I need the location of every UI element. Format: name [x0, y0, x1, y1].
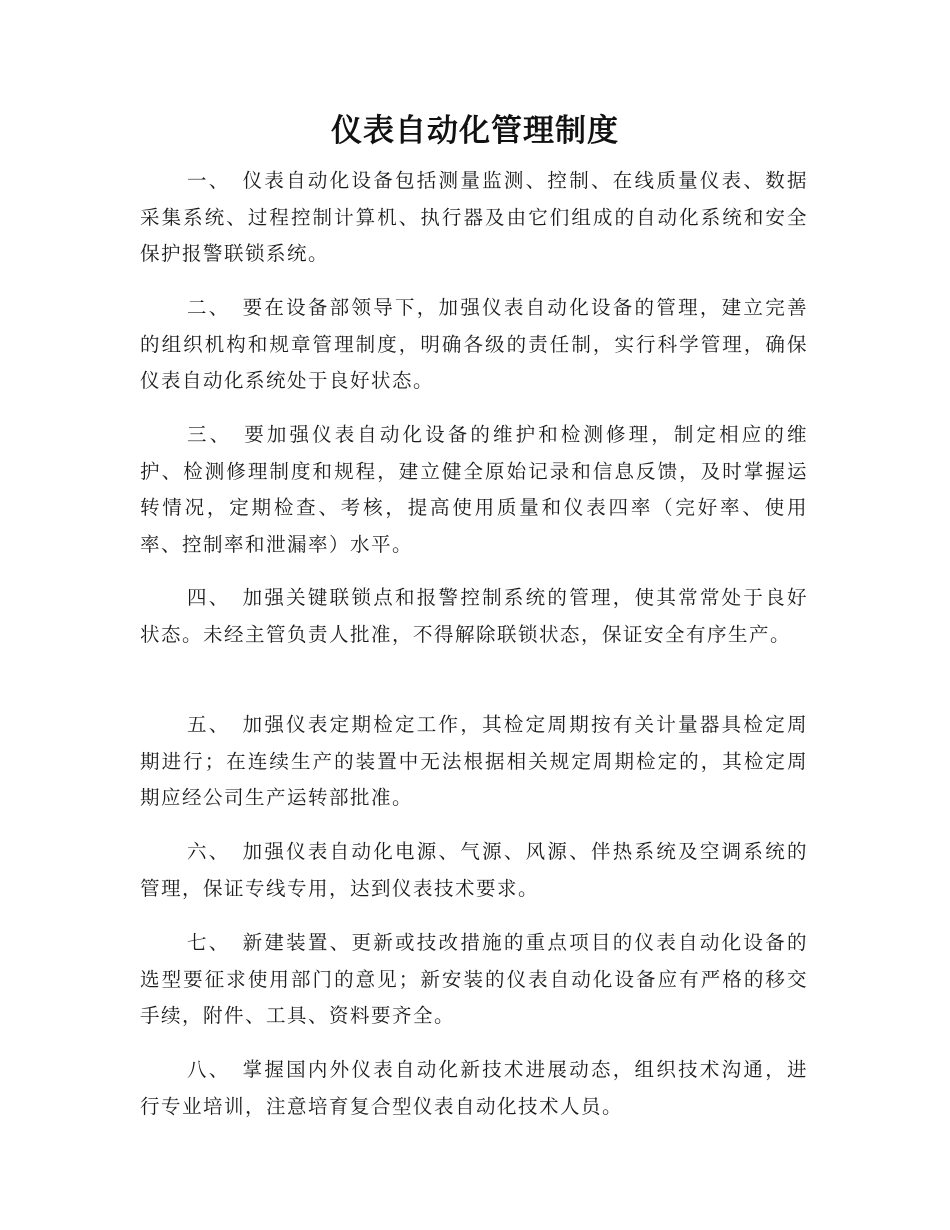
- document-title: 仪表自动化管理制度: [331, 113, 619, 149]
- section-2-number: 二、: [187, 296, 231, 319]
- section-7-text: 新建装置、更新或技改措施的重点项目的仪表自动化设备的选型要征求使用部门的意见；新安装的仪表自动化设备应有严格的移交手续，附件、工具、资料要齐全。: [140, 931, 808, 1027]
- section-1: [140, 163, 808, 273]
- section-6-number: 六、: [187, 840, 231, 863]
- section-8-number: 八、: [187, 1058, 231, 1081]
- section-3-text: 要加强仪表自动化设备的维护和检测修理，制定相应的维护、检测修理制度和规程，建立健全原始记录和信息反馈，及时掌握运转情况，定期检查、考核，提高使用质量和仪表四率（完好率、使用率、控制率和泄漏率）水平。: [140, 423, 808, 556]
- section-5-number: 五、: [187, 713, 231, 736]
- section-6-text: 加强仪表自动化电源、气源、风源、伴热系统及空调系统的管理，保证专线专用，达到仪表技术要求。: [140, 840, 808, 900]
- section-5-text: 加强仪表定期检定工作，其检定周期按有关计量器具检定周期进行；在连续生产的装置中无法根据相关规定周期检定的，其检定周期应经公司生产运转部批准。: [140, 713, 808, 809]
- section-1-text: 仪表自动化设备包括测量监测、控制、在线质量仪表、数据采集系统、过程控制计算机、执行器及由它们组成的自动化系统和安全保护报警联锁系统。: [140, 169, 808, 265]
- section-3-number: 三、: [187, 423, 233, 446]
- section-6: [140, 834, 808, 907]
- section-5: [140, 707, 808, 817]
- section-7-number: 七、: [187, 931, 231, 954]
- section-3: [140, 417, 808, 563]
- section-8-text: 掌握国内外仪表自动化新技术进展动态，组织技术沟通，进行专业培训，注意培育复合型仪表自动化技术人员。: [140, 1058, 808, 1118]
- section-4: [140, 580, 808, 653]
- section-7: [140, 925, 808, 1035]
- section-4-number: 四、: [187, 586, 231, 609]
- section-2-text: 要在设备部领导下，加强仪表自动化设备的管理，建立完善的组织机构和规章管理制度，明确各级的责任制，实行科学管理，确保仪表自动化系统处于良好状态。: [140, 296, 808, 392]
- section-8: [140, 1052, 808, 1125]
- section-4-text: 加强关键联锁点和报警控制系统的管理，使其常常处于良好状态。未经主管负责人批准，不得解除联锁状态，保证安全有序生产。: [140, 586, 808, 646]
- section-2: [140, 290, 808, 400]
- section-1-number: 一、: [187, 169, 231, 192]
